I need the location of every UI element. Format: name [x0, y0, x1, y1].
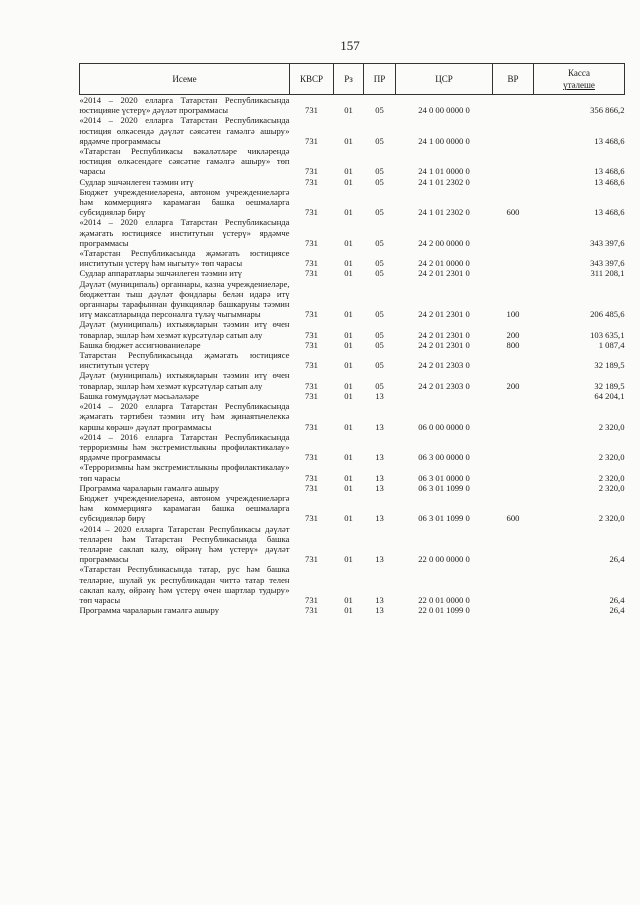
row-vr — [493, 483, 534, 493]
row-kvsr: 731 — [305, 309, 318, 320]
row-kvsr: 731 — [305, 258, 318, 269]
table-row — [80, 462, 625, 482]
row-amount: 13 468,6 — [594, 176, 625, 187]
row-name: Программа чараларын гамәлгә ашыру — [79, 482, 220, 493]
row-pr: 05 — [375, 339, 384, 350]
row-rz: 01 — [344, 329, 353, 340]
row-name: Дәүләт (муниципаль) ихтыяҗларын тәэмин итү өчен товарлар, эшләр һәм хезмәт күрсәтүләр сатып алу — [79, 319, 290, 340]
header-vr: ВР — [493, 64, 534, 95]
row-amount: 26,4 — [609, 605, 625, 616]
row-kvsr: 731 — [305, 329, 318, 340]
table-header-row — [80, 64, 625, 95]
row-rz: 01 — [344, 268, 353, 279]
row-kvsr: 731 — [305, 421, 318, 432]
table-row — [80, 319, 625, 339]
row-rz: 01 — [344, 380, 353, 391]
row-csr: 24 2 01 2301 0 — [418, 309, 470, 320]
row-kvsr: 731 — [305, 105, 318, 116]
row-rz: 01 — [344, 421, 353, 432]
row-name: «Татарстан Республикасында татар, рус һәм башка телләрне, шулай ук республикадан читтә татар телен саклап калу, өйрәнү һәм үстерү өчен шартлар тудыру» төп чарасы — [79, 564, 290, 605]
row-kvsr: 731 — [305, 452, 318, 463]
row-vr — [493, 432, 534, 463]
row-kvsr: 731 — [305, 339, 318, 350]
row-csr: 24 1 00 0000 0 — [418, 135, 470, 146]
row-amount: 2 320,0 — [598, 482, 625, 493]
row-rz: 01 — [344, 339, 353, 350]
row-csr: 24 0 00 0000 0 — [418, 105, 470, 116]
row-vr — [493, 146, 534, 177]
row-pr: 13 — [375, 482, 384, 493]
row-csr: 24 2 01 2301 0 — [418, 268, 470, 279]
table-row — [80, 217, 625, 248]
row-pr: 13 — [375, 390, 384, 401]
table-row — [80, 432, 625, 463]
row-pr: 13 — [375, 605, 384, 616]
row-amount: 26,4 — [609, 594, 625, 605]
row-rz: 01 — [344, 390, 353, 401]
row-kvsr: 731 — [305, 237, 318, 248]
row-vr — [493, 115, 534, 146]
row-rz: 01 — [344, 360, 353, 371]
table-row — [80, 279, 625, 320]
row-name: «2014 – 2016 елларга Татарстан Республикасында терроризмны һәм экстремистлыкны профилактикалау» ярдәмче программасы — [79, 431, 290, 463]
row-amount: 13 468,6 — [594, 135, 625, 146]
row-vr — [493, 605, 534, 615]
row-name: Башка бюджет ассигнованиеләре — [79, 339, 201, 350]
row-kvsr: 731 — [305, 594, 318, 605]
row-pr: 13 — [375, 421, 384, 432]
row-vr — [493, 462, 534, 482]
table-row — [80, 340, 625, 350]
row-rz: 01 — [344, 594, 353, 605]
row-kvsr: 731 — [305, 268, 318, 279]
row-rz: 01 — [344, 605, 353, 616]
row-kvsr: 731 — [305, 605, 318, 616]
table-row — [80, 564, 625, 605]
row-vr: 600 — [506, 513, 520, 524]
row-pr: 05 — [375, 176, 384, 187]
row-kvsr: 731 — [305, 207, 318, 218]
header-csr: ЦСР — [396, 64, 493, 95]
row-kvsr: 731 — [305, 390, 318, 401]
table-row — [80, 524, 625, 565]
row-pr: 05 — [375, 268, 384, 279]
row-rz: 01 — [344, 207, 353, 218]
row-vr — [493, 524, 534, 565]
row-vr: 200 — [506, 380, 520, 391]
row-pr: 05 — [375, 105, 384, 116]
row-rz: 01 — [344, 166, 353, 177]
row-rz: 01 — [344, 513, 353, 524]
row-csr: 24 2 01 2303 0 — [418, 360, 470, 371]
row-csr: 24 1 01 0000 0 — [418, 166, 470, 177]
row-vr — [493, 248, 534, 268]
row-name: «2014 – 2020 елларга Татарстан Республикасында җәмәгать тәртибен тәэмин итү һәм җинаятьчелеккә каршы көрәш» дәүләт программасы — [79, 401, 290, 432]
row-rz: 01 — [344, 482, 353, 493]
row-pr: 05 — [375, 380, 384, 391]
row-csr: 24 2 00 0000 0 — [418, 237, 470, 248]
page-number: 157 — [340, 38, 360, 53]
row-kvsr: 731 — [305, 380, 318, 391]
row-rz: 01 — [344, 472, 353, 483]
row-pr: 05 — [375, 237, 384, 248]
row-kvsr: 731 — [305, 513, 318, 524]
row-rz: 01 — [344, 258, 353, 269]
row-csr: 06 3 00 0000 0 — [418, 452, 470, 463]
row-csr: 22 0 01 0000 0 — [418, 594, 470, 605]
row-csr: 24 2 01 0000 0 — [418, 258, 470, 269]
row-pr: 05 — [375, 258, 384, 269]
row-amount: 2 320,0 — [598, 421, 625, 432]
row-pr: 05 — [375, 166, 384, 177]
row-rz: 01 — [344, 135, 353, 146]
row-csr — [396, 391, 493, 401]
row-pr: 05 — [375, 135, 384, 146]
row-rz: 01 — [344, 105, 353, 116]
row-kvsr: 731 — [305, 472, 318, 483]
header-kassa-line2: үтәлеше — [563, 80, 595, 90]
row-kvsr: 731 — [305, 360, 318, 371]
row-name: Программа чараларын гамәлгә ашыру — [79, 605, 220, 616]
row-name: Бюджет учреждениеләренә, автоном учреждениеләргә һәм коммерциягә карамаган башка оешмаларга субсидияләр бирү — [79, 492, 290, 524]
table-row — [80, 401, 625, 432]
row-csr: 06 3 01 1099 0 — [418, 482, 470, 493]
row-amount: 32 189,5 — [594, 360, 625, 371]
row-amount: 13 468,6 — [594, 207, 625, 218]
row-amount: 103 635,1 — [590, 329, 625, 340]
row-kvsr: 731 — [305, 166, 318, 177]
header-kassa-line1: Касса — [568, 68, 590, 78]
header-kassa — [534, 64, 625, 95]
header-pr: ПР — [364, 64, 396, 95]
row-rz: 01 — [344, 237, 353, 248]
row-vr — [493, 217, 534, 248]
row-vr — [493, 401, 534, 432]
row-name: «2014 – 2020 елларга Татарстан Республикасында юстиция өлкәсендә дәүләт сәясәтен гамәлгә ашыру» ярдәмче программасы — [79, 115, 290, 146]
row-pr: 13 — [375, 452, 384, 463]
row-vr: 800 — [506, 339, 520, 350]
table-row — [80, 493, 625, 524]
row-csr: 06 3 01 1099 0 — [418, 513, 470, 524]
row-amount: 2 320,0 — [598, 452, 625, 463]
row-name: Дәүләт (муниципаль) ихтыяҗларын тәэмин итү өчен товарлар, эшләр һәм хезмәт күрсәтүләр сатып алу — [79, 370, 290, 391]
row-amount: 32 189,5 — [594, 380, 625, 391]
row-name: «Татарстан Республикасында җәмәгать юстициясе институтын үстерү һәм ныгыту» төп чарасы — [79, 248, 290, 269]
header-name: Исеме — [80, 64, 290, 95]
row-name: Татарстан Республикасында җәмәгать юстициясе институтын үстерү — [79, 350, 290, 371]
table-row — [80, 146, 625, 177]
budget-table — [79, 63, 625, 615]
row-pr: 13 — [375, 554, 384, 565]
row-name: Судлар аппаратлары эшчәнлеген тәэмин итү — [79, 268, 242, 279]
row-name: «2014 – 2020 елларга Татарстан Республикасында юстицияне үстерү» дәүләт программасы — [79, 95, 290, 116]
row-csr: 24 2 01 2301 0 — [418, 339, 470, 350]
row-amount: 13 468,6 — [594, 166, 625, 177]
row-name: Башка гомумдәүләт мәсьәләләре — [79, 390, 199, 401]
table-row — [80, 483, 625, 493]
row-csr: 06 3 01 0000 0 — [418, 472, 470, 483]
row-kvsr: 731 — [305, 554, 318, 565]
row-amount: 311 208,1 — [590, 268, 625, 279]
table-row — [80, 95, 625, 116]
row-amount: 343 397,6 — [590, 258, 625, 269]
row-pr: 13 — [375, 513, 384, 524]
row-name: Бюджет учреждениеләренә, автоном учреждениеләргә һәм коммерциягә карамаган башка оешмаларга субсидияләр бирү — [79, 186, 290, 218]
row-name: Судлар эшчәнлеген тәэмин итү — [79, 176, 194, 187]
row-name: Дәүләт (муниципаль) органнары, казна учреждениеләре, бюджеттан тыш дәүләт фондлары белән идарә итү органнары тарафыннан функцияләр башкаруны тәэмин итү максатларында персоналга түләү чыгымнары — [79, 278, 290, 320]
row-csr: 22 0 01 1099 0 — [418, 605, 470, 616]
row-kvsr: 731 — [305, 135, 318, 146]
table-body — [80, 95, 625, 616]
row-vr: 600 — [506, 207, 520, 218]
row-pr: 13 — [375, 594, 384, 605]
row-csr: 24 1 01 2302 0 — [418, 207, 470, 218]
table-row — [80, 177, 625, 187]
row-name: «2014 – 2020 елларга Татарстан Республикасы дәүләт телләрен һәм Татарстан Республикасында башка телләрне саклап калу, өйрәнү һәм үстерү» дәүләт программасы — [79, 523, 290, 565]
row-vr — [493, 268, 534, 278]
row-csr: 22 0 00 0000 0 — [418, 554, 470, 565]
row-pr: 05 — [375, 360, 384, 371]
row-amount: 1 087,4 — [598, 339, 625, 350]
header-kvsr: КВСР — [290, 64, 334, 95]
row-amount: 356 866,2 — [590, 105, 625, 116]
row-name: «Терроризмны һәм экстремистлыкны профилактикалау» төп чарасы — [79, 462, 290, 483]
row-amount: 2 320,0 — [598, 513, 625, 524]
row-vr — [493, 350, 534, 370]
table-row — [80, 370, 625, 390]
table-row — [80, 605, 625, 615]
row-csr: 24 2 01 2303 0 — [418, 380, 470, 391]
header-rz: Рз — [334, 64, 364, 95]
row-pr: 05 — [375, 309, 384, 320]
row-pr: 05 — [375, 329, 384, 340]
row-vr — [493, 564, 534, 605]
row-csr: 06 0 00 0000 0 — [418, 421, 470, 432]
row-csr: 24 1 01 2302 0 — [418, 176, 470, 187]
table-row — [80, 391, 625, 401]
row-name: «Татарстан Республикасы вәкаләтләре чикләрендә юстиция өлкәсендәге сәясәтне гамәлгә ашыру» төп чарасы — [79, 146, 290, 177]
table-row — [80, 187, 625, 218]
row-vr — [493, 391, 534, 401]
row-kvsr: 731 — [305, 482, 318, 493]
row-pr: 05 — [375, 207, 384, 218]
row-amount: 64 204,1 — [594, 390, 625, 401]
row-amount: 26,4 — [609, 554, 625, 565]
row-name: «2014 – 2020 елларга Татарстан Республикасында җәмәгать юстициясе институтын үстерү» ярдәмче программасы — [79, 217, 290, 248]
row-vr — [493, 177, 534, 187]
table-row — [80, 268, 625, 278]
row-rz: 01 — [344, 176, 353, 187]
row-rz: 01 — [344, 309, 353, 320]
table-row — [80, 248, 625, 268]
row-pr: 13 — [375, 472, 384, 483]
row-csr: 24 2 01 2301 0 — [418, 329, 470, 340]
row-vr — [493, 95, 534, 116]
table-row — [80, 115, 625, 146]
row-vr: 200 — [506, 329, 520, 340]
row-amount: 206 485,6 — [590, 309, 625, 320]
row-amount: 343 397,6 — [590, 237, 625, 248]
row-amount: 2 320,0 — [598, 472, 625, 483]
table-row — [80, 350, 625, 370]
row-kvsr: 731 — [305, 176, 318, 187]
row-rz: 01 — [344, 452, 353, 463]
row-rz: 01 — [344, 554, 353, 565]
row-vr: 100 — [506, 309, 520, 320]
